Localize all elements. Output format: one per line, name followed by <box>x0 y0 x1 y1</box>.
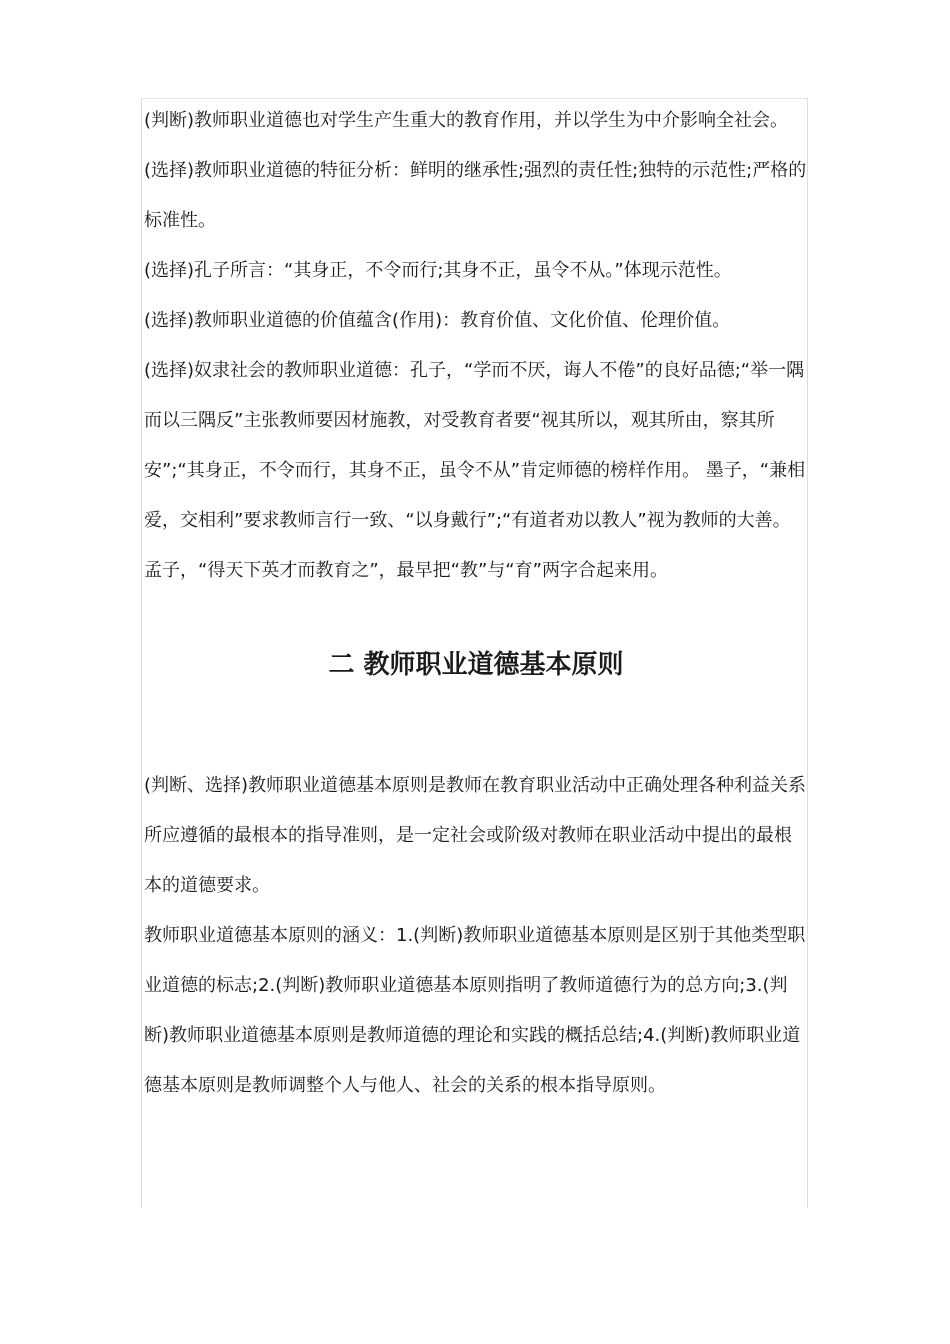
spacer <box>144 690 808 761</box>
document-body <box>144 96 808 1111</box>
paragraph: (选择)奴隶社会的教师职业道德：孔子，“学而不厌，诲人不倦”的良好品德;“举一隅而以三隅反”主张教师要因材施教，对受教育者要“视其所以，观其所由，察其所安”;“其身正，不令而行，其身不正，虽令不从”肯定师德的榜样作用。 墨子，“兼相爱，交相利”要求教师言行一致、“以身戴行”;“有道者劝以教人”视为教师的大善。孟子，“得天下英才而教育之”，最早把“教”与“育”两字合起来用。 <box>144 360 806 581</box>
spacer <box>144 596 808 640</box>
paragraph: (选择)教师职业道德的特征分析：鲜明的继承性;强烈的责任性;独特的示范性;严格的标准性。 <box>144 160 807 231</box>
paragraph: (判断)教师职业道德也对学生产生重大的教育作用，并以学生为中介影响全社会。 <box>144 110 789 131</box>
paragraph: (选择)教师职业道德的价值蕴含(作用)：教育价值、文化价值、伦理价值。 <box>144 310 731 331</box>
paragraph: 教师职业道德基本原则的涵义：1.(判断)教师职业道德基本原则是区别于其他类型职业道德的标志;2.(判断)教师职业道德基本原则指明了教师道德行为的总方向;3.(判断)教师职业道德基本原则是教师道德的理论和实践的概括总结;4.(判断)教师职业道德基本原则是教师调整个人与他人、社会的关系的根本指导原则。 <box>144 925 806 1096</box>
section-heading: 二 教师职业道德基本原则 <box>328 650 624 680</box>
paragraph: (选择)孔子所言：“其身正，不令而行;其身不正，虽令不从。”体现示范性。 <box>144 260 732 281</box>
paragraph: (判断、选择)教师职业道德基本原则是教师在教育职业活动中正确处理各种利益关系所应遵循的最根本的指导准则，是一定社会或阶级对教师在职业活动中提出的最根本的道德要求。 <box>144 775 807 896</box>
